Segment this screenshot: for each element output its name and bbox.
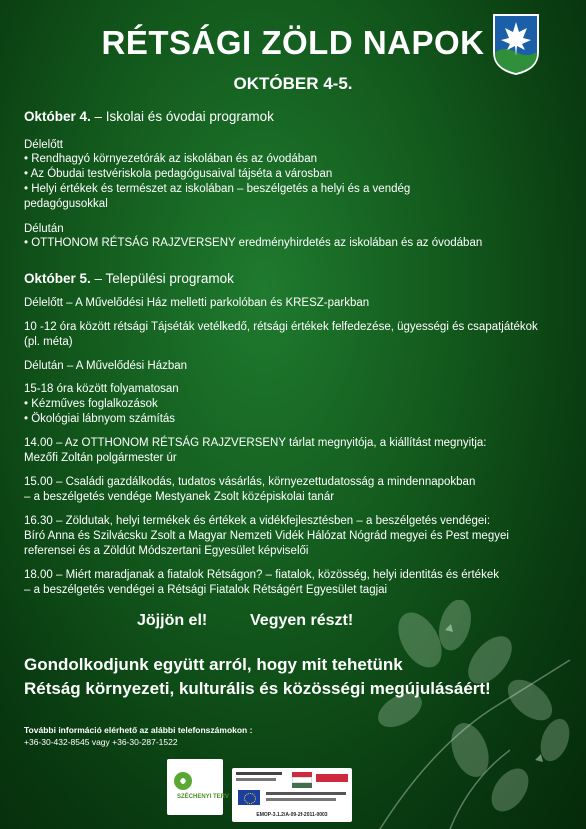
day2-line: Mezőfi Zoltán polgármester úr [24,452,177,464]
day2-line: 14.00 – Az OTTHONOM RÉTSÁG RAJZVERSENY tárlat megnyitója, a kiállítást megnyitja: [24,437,487,449]
day1-date: Október 4. [24,109,91,124]
day2-line: 18.00 – Miért maradjanak a fiatalok Rétságon? – fiatalok, közösség, helyi identitás és értékek [24,569,499,581]
government-banner [316,774,348,782]
leaves-decoration-icon [360,600,586,829]
contact-label-text: További információ elérhető az alábbi telefonszámokon : [24,725,253,735]
day1-morning-item: pedagógusokkal [24,198,108,210]
eu-flag-icon [238,790,260,805]
day2-line: (pl. méta) [24,336,73,348]
day1-heading-text: – Iskolai és óvodai programok [90,109,274,124]
eu-text-line [236,778,276,781]
contact-label [24,725,252,736]
day2-line: Bíró Anna és Szilvácsku Zsolt a Magyar Nemzeti Vidék Hálózat Nógrád megyei és Pest megyei [24,530,509,542]
day2-heading [24,272,234,286]
szechenyi-text: SZÉCHENYI TERV [177,794,229,800]
day2-line: – a beszélgetés vendége Mestyanek Zsolt középiskolai tanár [24,491,335,503]
slogan-line: Rétság környezeti, kulturális és közösségi megújulásáért! [24,679,491,698]
day2-line: Délután – A Művelődési Házban [24,360,188,372]
project-code: EMOP-3.1.2/A-09-2f-2011-0003 [256,812,328,818]
eu-text-line [266,798,336,801]
day2-heading-text: – Települési programok [90,271,234,286]
day2-date: Október 5. [24,271,91,286]
day1-afternoon-label: Délután [24,223,64,235]
day2-line: 16.30 – Zöldutak, helyi termékek és értékek a vidékfejlesztésben – a beszélgetés vendégei: [24,515,491,527]
day1-morning-item: • Rendhagyó környezetórák az iskolában és az óvodában [24,153,317,165]
day2-line: – a beszélgetés vendégei a Rétsági Fiatalok Rétságért Egyesület tagjai [24,584,388,596]
eu-logo [232,768,352,822]
szechenyi-leaf-icon [167,759,223,815]
contact-phones: +36-30-432-8545 vagy +36-30-287-1522 [24,737,178,747]
slogan-line: Gondolkodjunk együtt arról, hogy mit tehetünk [24,655,403,674]
day2-line: referensei és a Zöldút Módszertani Egyesület képviselői [24,545,309,557]
day2-line: 15.00 – Családi gazdálkodás, tudatos vásárlás, környezettudatosság a mindennapokban [24,476,476,488]
hungary-flag-icon [292,772,312,786]
day1-afternoon-item: • OTTHONOM RÉTSÁG RAJZVERSENY eredményhirdetés az iskolában és az óvodában [24,237,483,249]
call-come: Jöjjön el! [137,612,208,629]
day2-line: • Ökológiai lábnyom számítás [24,413,176,425]
page-title: RÉTSÁGI ZÖLD NAPOK [101,24,485,61]
call-join: Vegyen részt! [250,612,354,629]
eu-text-line [236,772,282,775]
event-dates: OKTÓBER 4-5. [233,74,353,93]
day2-line: Délelőtt – A Művelődési Ház melletti parkolóban és KRESZ-parkban [24,297,370,309]
day1-morning-item: • Helyi értékek és természet az iskolában – beszélgetés a helyi és a vendég [24,183,411,195]
day2-line: • Kézműves foglalkozások [24,398,158,410]
day1-morning-item: • Az Óbudai testvériskola pedagógusaival tájséta a városban [24,168,333,180]
day2-line: 10 -12 óra között rétsági Tájséták vetélkedő, rétsági értékek felfedezése, ügyességi és csapatjátékok [24,321,538,333]
day2-line: 15-18 óra között folyamatosan [24,383,179,395]
eu-text-line [266,792,346,795]
day1-morning-label: Délelőtt [24,139,63,151]
day1-heading [24,110,274,124]
szechenyi-logo [167,759,229,815]
